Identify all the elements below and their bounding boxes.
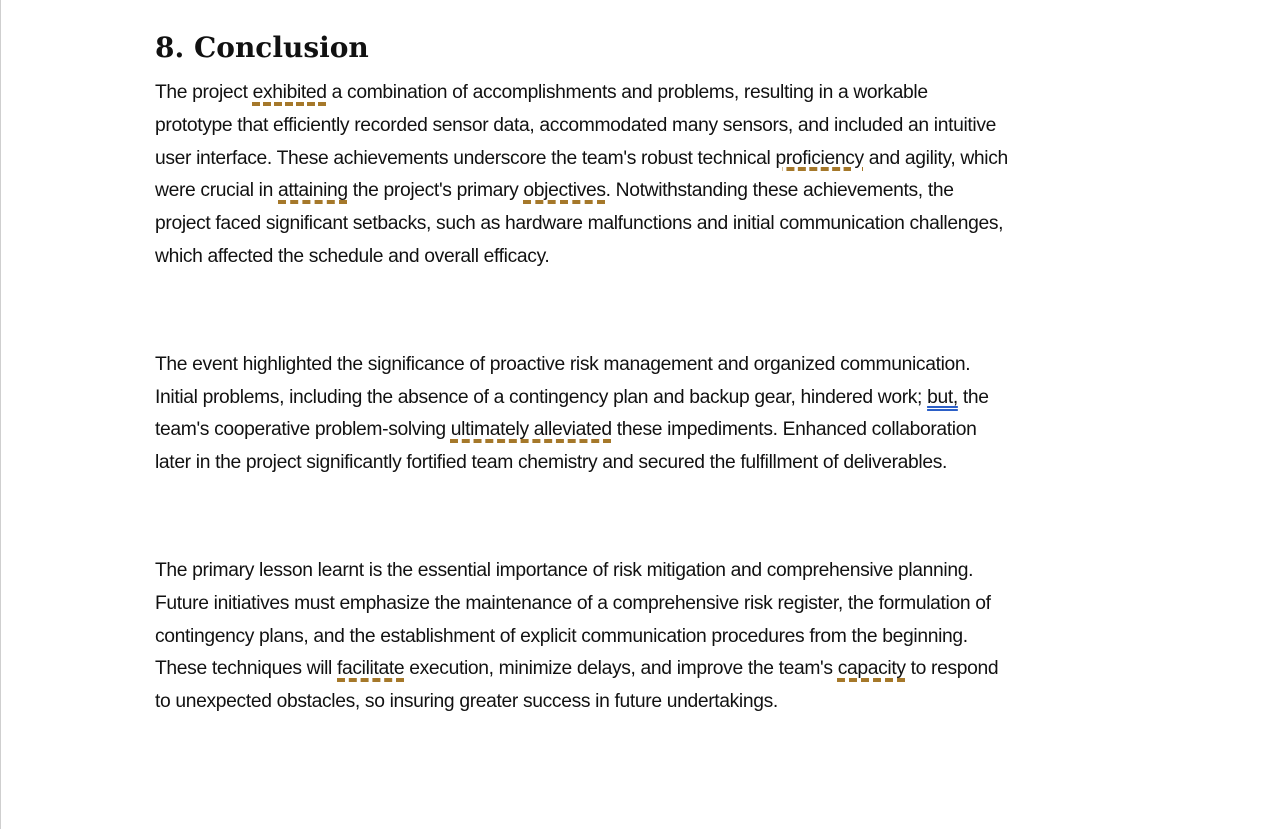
editor-suggestion-word[interactable]: exhibited bbox=[252, 82, 327, 103]
text-line bbox=[155, 555, 1155, 588]
text-run: a combination of accomplishments and problems, resulting in a workable bbox=[326, 82, 928, 103]
editor-suggestion-word[interactable]: capacity bbox=[837, 658, 906, 680]
text-run: contingency plans, and the establishment of explicit communication procedures from the beginning. bbox=[155, 625, 968, 647]
section-heading: 8. Conclusion bbox=[155, 31, 369, 64]
text-run: Initial problems, including the absence of a contingency plan and backup gear, hindered work; bbox=[155, 386, 928, 408]
text-run: later in the project significantly fortified team chemistry and secured the fulfillment of deliverables. bbox=[155, 452, 948, 474]
text-line bbox=[155, 382, 1155, 415]
grammar-suggestion-word[interactable]: but, bbox=[927, 386, 958, 408]
page-left-edge bbox=[0, 0, 1, 829]
text-run: and agility, which bbox=[863, 147, 1008, 169]
editor-suggestion-word[interactable]: attaining bbox=[278, 180, 348, 202]
body-paragraph bbox=[155, 77, 1155, 274]
text-line bbox=[155, 241, 1155, 274]
editor-suggestion-word[interactable]: ultimately alleviated bbox=[450, 419, 612, 441]
text-line bbox=[155, 588, 1155, 621]
text-line bbox=[155, 349, 1155, 382]
editor-suggestion-word[interactable]: facilitate bbox=[337, 658, 405, 680]
text-line bbox=[155, 447, 1155, 480]
editor-suggestion-word[interactable]: objectives bbox=[523, 180, 606, 202]
text-run: The project bbox=[155, 82, 253, 103]
text-run: which affected the schedule and overall efficacy. bbox=[155, 245, 550, 267]
text-line bbox=[155, 686, 1155, 719]
text-line bbox=[155, 208, 1155, 241]
text-run: these impediments. Enhanced collaboration bbox=[611, 419, 977, 441]
text-line bbox=[155, 653, 1155, 686]
body-paragraph bbox=[155, 555, 1155, 719]
text-run: user interface. These achievements underscore the team's robust technical bbox=[155, 147, 776, 169]
text-line bbox=[155, 621, 1155, 654]
text-run: team's cooperative problem-solving bbox=[155, 419, 451, 441]
editor-suggestion-word[interactable]: proficiency bbox=[775, 147, 864, 169]
text-line bbox=[155, 414, 1155, 447]
text-run: prototype that efficiently recorded sensor data, accommodated many sensors, and included an intuitive bbox=[155, 114, 997, 136]
text-run: The event highlighted the significance of proactive risk management and organized communication. bbox=[155, 353, 971, 375]
text-run: execution, minimize delays, and improve the team's bbox=[404, 658, 838, 680]
text-run: to unexpected obstacles, so insuring greater success in future undertakings. bbox=[155, 691, 778, 713]
text-line bbox=[155, 110, 1155, 143]
text-run: Future initiatives must emphasize the maintenance of a comprehensive risk register, the formulation of bbox=[155, 592, 991, 614]
text-run: The primary lesson learnt is the essential importance of risk mitigation and comprehensive planning. bbox=[155, 559, 974, 581]
text-line bbox=[155, 77, 1155, 110]
text-run: the project's primary bbox=[347, 180, 524, 202]
text-line bbox=[155, 175, 1155, 208]
text-run: were crucial in bbox=[155, 180, 278, 202]
text-run: project faced significant setbacks, such as hardware malfunctions and initial communication challenges, bbox=[155, 213, 1004, 235]
text-run: . Notwithstanding these achievements, the bbox=[605, 180, 954, 202]
text-run: to respond bbox=[905, 658, 999, 680]
text-run: These techniques will bbox=[155, 658, 337, 680]
text-run: the bbox=[957, 386, 989, 408]
text-line bbox=[155, 143, 1155, 176]
body-paragraph bbox=[155, 349, 1155, 480]
document-page[interactable] bbox=[155, 28, 1155, 719]
document-body[interactable] bbox=[155, 77, 1155, 719]
